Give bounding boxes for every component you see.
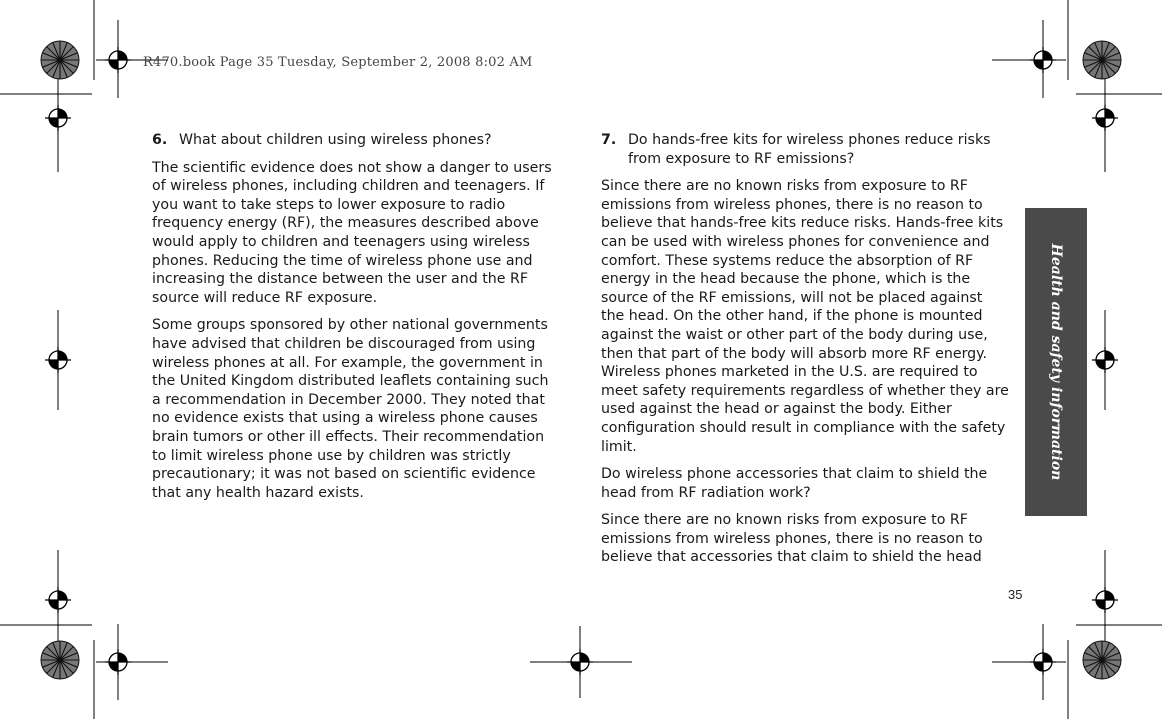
question-6	[152, 131, 560, 150]
book-file-info: R470.book Page 35 Tuesday, September 2, 2008 8:02 AM	[143, 55, 533, 70]
section-title: Health and safety information	[1048, 243, 1064, 481]
paragraph: Some groups sponsored by other national governments have advised that children be discouraged from using wireless phones at all. For example, the government in the United Kingdom distributed leaflets containing such a recommendation in December 2000. They noted that no evidence exists that using a wireless phone causes brain tumors or other ill effects. Their recommendation to limit wireless phone use by children was strictly precautionary; it was not based on scientific evidence that any health hazard exists.	[152, 317, 549, 501]
paragraph: Do wireless phone accessories that claim to shield the head from RF radiation work?	[601, 466, 988, 501]
paragraph: Since there are no known risks from exposure to RF emissions from wireless phones, there is no reason to believe that accessories that claim to shield the head	[601, 512, 983, 566]
question-number: 7.	[601, 132, 617, 148]
left-column	[152, 131, 560, 511]
question-7	[601, 131, 1009, 168]
question-number: 6.	[152, 132, 168, 148]
paragraph: The scientific evidence does not show a danger to users of wireless phones, including children and teenagers. If you want to take steps to lower exposure to radio frequency energy (RF), the measures described above would apply to children and teenagers using wireless phones. Reducing the time of wireless phone use and increasing the distance between the user and the RF source will reduce RF exposure.	[152, 159, 552, 306]
section-side-tab	[1025, 208, 1087, 516]
question-text: Do hands-free kits for wireless phones reduce risks from exposure to RF emissions?	[628, 132, 991, 167]
page-number: 35	[1008, 587, 1023, 602]
right-column	[601, 131, 1009, 576]
paragraph: Since there are no known risks from exposure to RF emissions from wireless phones, there is no reason to believe that hands-free kits reduce risks. Hands-free kits can be used with wireless phones for convenience and comfort. These systems reduce the absorption of RF energy in the head because the phone, which is the source of the RF emissions, will not be placed against the head. On the other hand, if the phone is mounted against the waist or other part of the body during use, then that part of the body will absorb more RF energy. Wireless phones marketed in the U.S. are required to meet safety requirements regardless of whether they are used against the head or against the body. Either configuration should result in compliance with the safety limit.	[601, 178, 1009, 455]
question-text: What about children using wireless phones?	[179, 132, 492, 148]
